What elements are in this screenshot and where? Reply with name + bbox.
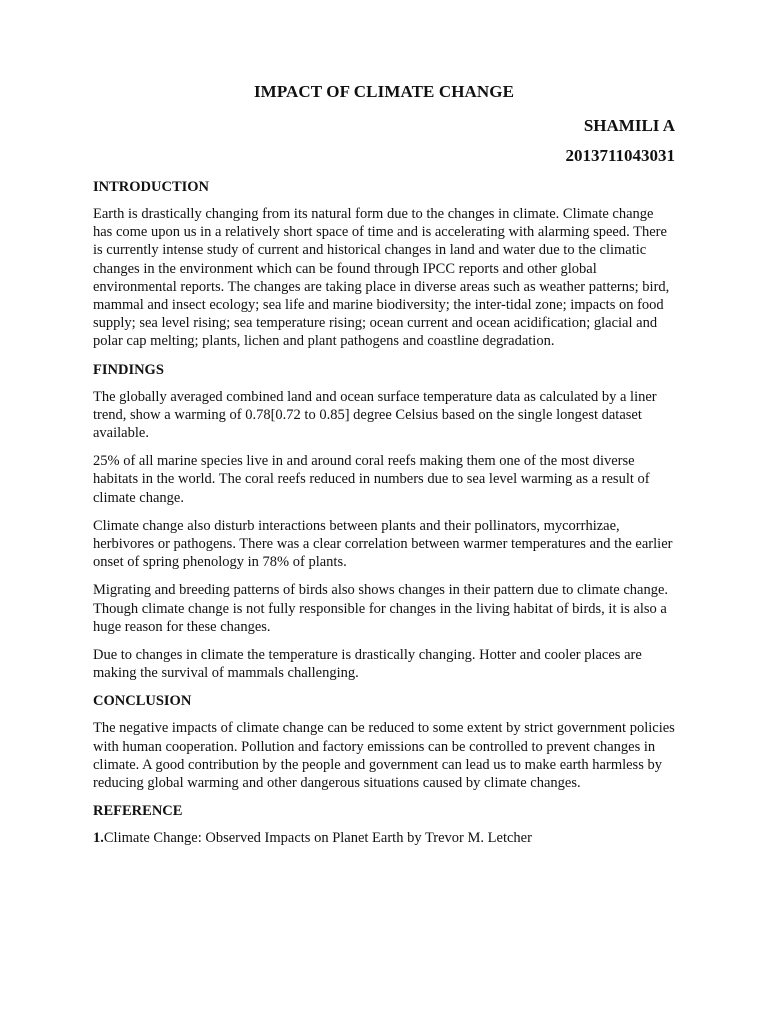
document-title: IMPACT OF CLIMATE CHANGE <box>253 82 515 101</box>
introduction-paragraph: Earth is drastically changing from its natural form due to the changes in climate. Climate change has come upon us in a relatively short space of time and is accelerating with alarming speed. There is currently intense study of current and historical changes in land and water due to the climatic changes in the environment which can be found through IPCC reports and other global environmental reports. The changes are taking place in diverse areas such as weather patterns; bird, mammal and insect ecology; sea life and marine biodiversity; the inter-tidal zone; impacts on food supply; sea level rising; sea temperature rising; ocean current and ocean acidification; glacial and polar cap melting; plants, lichen and plant pathogens and coastline degradation. <box>93 206 670 350</box>
findings-heading: FINDINGS <box>93 361 164 378</box>
conclusion-paragraph: The negative impacts of climate change can be reduced to some extent by strict government policies with human cooperation. Pollution and factory emissions can be controlled to prevent changes in climate. A good contribution by the people and government can lead us to make earth harmless by reducing global warming and other dangerous situations caused by climate changes. <box>93 720 675 792</box>
findings-paragraph-coral-reefs: 25% of all marine species live in and around coral reefs making them one of the most diverse habitats in the world. The coral reefs reduced in numbers due to sea level warming as a result of climate change. <box>93 453 650 506</box>
introduction-section <box>93 178 675 351</box>
findings-section <box>93 361 675 683</box>
reference-text: Climate Change: Observed Impacts on Planet Earth by Trevor M. Letcher <box>103 830 532 847</box>
document-page <box>93 82 675 847</box>
reference-number: 1. <box>93 830 104 847</box>
reference-section <box>93 802 675 847</box>
findings-paragraph-birds: Migrating and breeding patterns of birds also shows changes in their pattern due to climate change. Though climate change is not fully responsible for changes in the living habitat of birds, it is also a huge reason for these changes. <box>93 582 669 635</box>
introduction-heading: INTRODUCTION <box>93 179 210 195</box>
author-id: 2013711043031 <box>565 146 675 165</box>
findings-paragraph-temperature: The globally averaged combined land and ocean surface temperature data as calculated by a liner trend, show a warming of 0.78[0.72 to 0.85] degree Celsius based on the single longest dataset available. <box>93 388 657 442</box>
conclusion-section <box>93 692 675 792</box>
reference-item <box>93 829 675 847</box>
conclusion-heading: CONCLUSION <box>93 693 192 710</box>
reference-heading: REFERENCE <box>93 803 183 820</box>
author-name: SHAMILI A <box>583 116 675 135</box>
findings-paragraph-mammals: Due to changes in climate the temperature is drastically changing. Hotter and cooler places are making the survival of mammals challenging. <box>93 647 642 682</box>
findings-paragraph-plants: Climate change also disturb interactions between plants and their pollinators, mycorrhizae, herbivores or pathogens. There was a clear correlation between warmer temperatures and the earlier onset of spring phenology in 78% of plants. <box>93 517 673 571</box>
